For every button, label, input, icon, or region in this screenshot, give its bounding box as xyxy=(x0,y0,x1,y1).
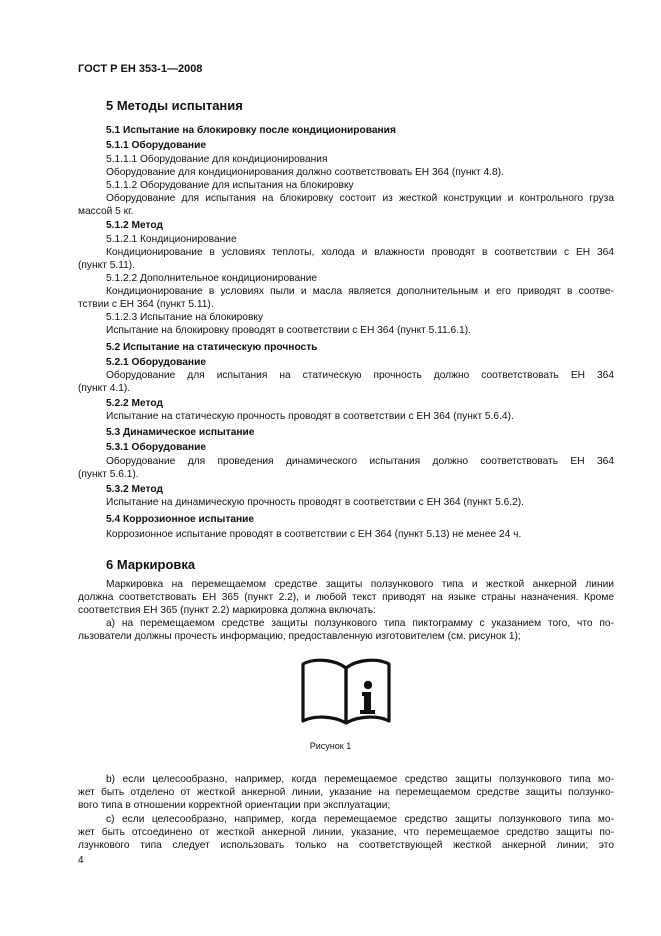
item-a-line1: a) на перемещаемом средстве защиты ползункового типа пиктограмму с указанием того, что по- xyxy=(106,618,614,629)
item-5-1-1-1-title: 5.1.1.1 Оборудование для кондиционирования xyxy=(106,154,328,165)
item-5-1-1-1-text: Оборудование для кондиционирования должно соответствовать ЕН 364 (пункт 4.8). xyxy=(106,167,504,178)
subsection-5-1: 5.1 Испытание на блокировку после кондиционирования xyxy=(106,125,396,136)
section-6-title: 6 Маркировка xyxy=(106,557,196,572)
section-6-para1-line3: соответствия ЕН 365 (пункт 2.2) маркировка должна включать: xyxy=(78,605,376,616)
item-5-3-1-text-line1: Оборудование для проведения динамического испытания должно соответствовать ЕН 364 xyxy=(106,456,614,467)
item-5-2-1-text-line2: (пункт 4.1). xyxy=(78,383,131,394)
item-5-1-1-2-title: 5.1.1.2 Оборудование для испытания на блокировку xyxy=(106,180,354,191)
item-c-line1: c) если целесообразно, например, когда перемещаемое средство защиты ползункового типа мо- xyxy=(106,814,614,825)
item-5-1-1-2-text-line2: массой 5 кг. xyxy=(78,206,134,217)
subsection-5-2: 5.2 Испытание на статическую прочность xyxy=(106,342,318,353)
item-b-line3: вого типа в отношении корректной ориентации при эксплуатации; xyxy=(78,800,391,811)
item-5-1-2-1-title: 5.1.2.1 Кондиционирование xyxy=(106,234,237,245)
subsection-5-3-1: 5.3.1 Оборудование xyxy=(106,442,206,453)
item-5-1-2-1-text-line2: (пункт 5.11). xyxy=(78,260,135,271)
subsection-5-3: 5.3 Динамическое испытание xyxy=(106,427,255,438)
info-icon xyxy=(360,681,375,714)
item-c-line3: лзункового типа следует использовать только на соответствующей жесткой анкерной линии; это xyxy=(78,840,614,851)
subsection-5-1-2: 5.1.2 Метод xyxy=(106,220,163,231)
read-manual-pictogram xyxy=(300,655,392,725)
subsection-5-1-1: 5.1.1 Оборудование xyxy=(106,140,206,151)
item-5-1-2-2-text-line2: тствии с ЕН 364 (пункт 5.11). xyxy=(78,299,214,310)
item-b-line2: жет быть отделено от жесткой анкерной линии, указание на перемещаемом средстве защиты ползунко- xyxy=(78,787,614,798)
item-5-1-2-3-text: Испытание на блокировку проводят в соответствии с ЕН 364 (пункт 5.11.6.1). xyxy=(106,325,471,336)
item-5-2-2-text: Испытание на статическую прочность проводят в соответствии с ЕН 364 (пункт 5.6.4). xyxy=(106,411,514,422)
subsection-5-4: 5.4 Коррозионное испытание xyxy=(106,514,255,525)
subsection-5-3-2: 5.3.2 Метод xyxy=(106,484,163,495)
item-5-1-2-2-text-line1: Кондиционирование в условиях пыли и масла является дополнительным и его приводят в соотве- xyxy=(106,286,614,297)
document-header: ГОСТ Р ЕН 353-1—2008 xyxy=(78,63,203,75)
item-5-2-1-text-line1: Оборудование для испытания на статическую прочность должно соответствовать ЕН 364 xyxy=(106,370,614,381)
book-left-page xyxy=(303,660,346,723)
section-6-para1-line2: должна соответствовать ЕН 365 (пункт 2.2), и любой текст приводят на языке страны назначения. Кроме xyxy=(78,592,614,603)
section-6-para1-line1: Маркировка на перемещаемом средстве защиты ползункового типа и жесткой анкерной линии xyxy=(106,579,614,590)
item-b-line1: b) если целесообразно, например, когда перемещаемое средство защиты ползункового типа мо- xyxy=(106,774,614,785)
item-5-3-2-text: Испытание на динамическую прочность проводят в соответствии с ЕН 364 (пункт 5.6.2). xyxy=(106,497,524,508)
section-5-title: 5 Методы испытания xyxy=(106,98,243,113)
item-5-1-2-1-text-line1: Кондиционирование в условиях теплоты, холода и влажности проводят в соответствии с ЕН 364 xyxy=(106,247,614,258)
subsection-5-2-2: 5.2.2 Метод xyxy=(106,398,163,409)
item-a-line2: льзователи должны прочесть информацию, предоставленную изготовителем (см. рисунок 1); xyxy=(78,631,521,642)
item-c-line2: жет быть отсоединено от жесткой анкерной линии, указание, что перемещаемое средство защиты по- xyxy=(78,827,614,838)
item-5-1-1-2-text-line1: Оборудование для испытания на блокировку состоит из жесткой конструкции и контрольного груза xyxy=(106,193,614,204)
figure-caption: Рисунок 1 xyxy=(309,741,352,751)
item-5-4-text: Коррозионное испытание проводят в соответствии с ЕН 364 (пункт 5.13) не менее 24 ч. xyxy=(106,529,522,540)
subsection-5-2-1: 5.2.1 Оборудование xyxy=(106,357,206,368)
page-number: 4 xyxy=(78,855,84,866)
item-5-1-2-2-title: 5.1.2.2 Дополнительное кондиционирование xyxy=(106,273,318,284)
item-5-3-1-text-line2: (пункт 5.6.1). xyxy=(78,469,139,480)
item-5-1-2-3-title: 5.1.2.3 Испытание на блокировку xyxy=(106,312,264,323)
